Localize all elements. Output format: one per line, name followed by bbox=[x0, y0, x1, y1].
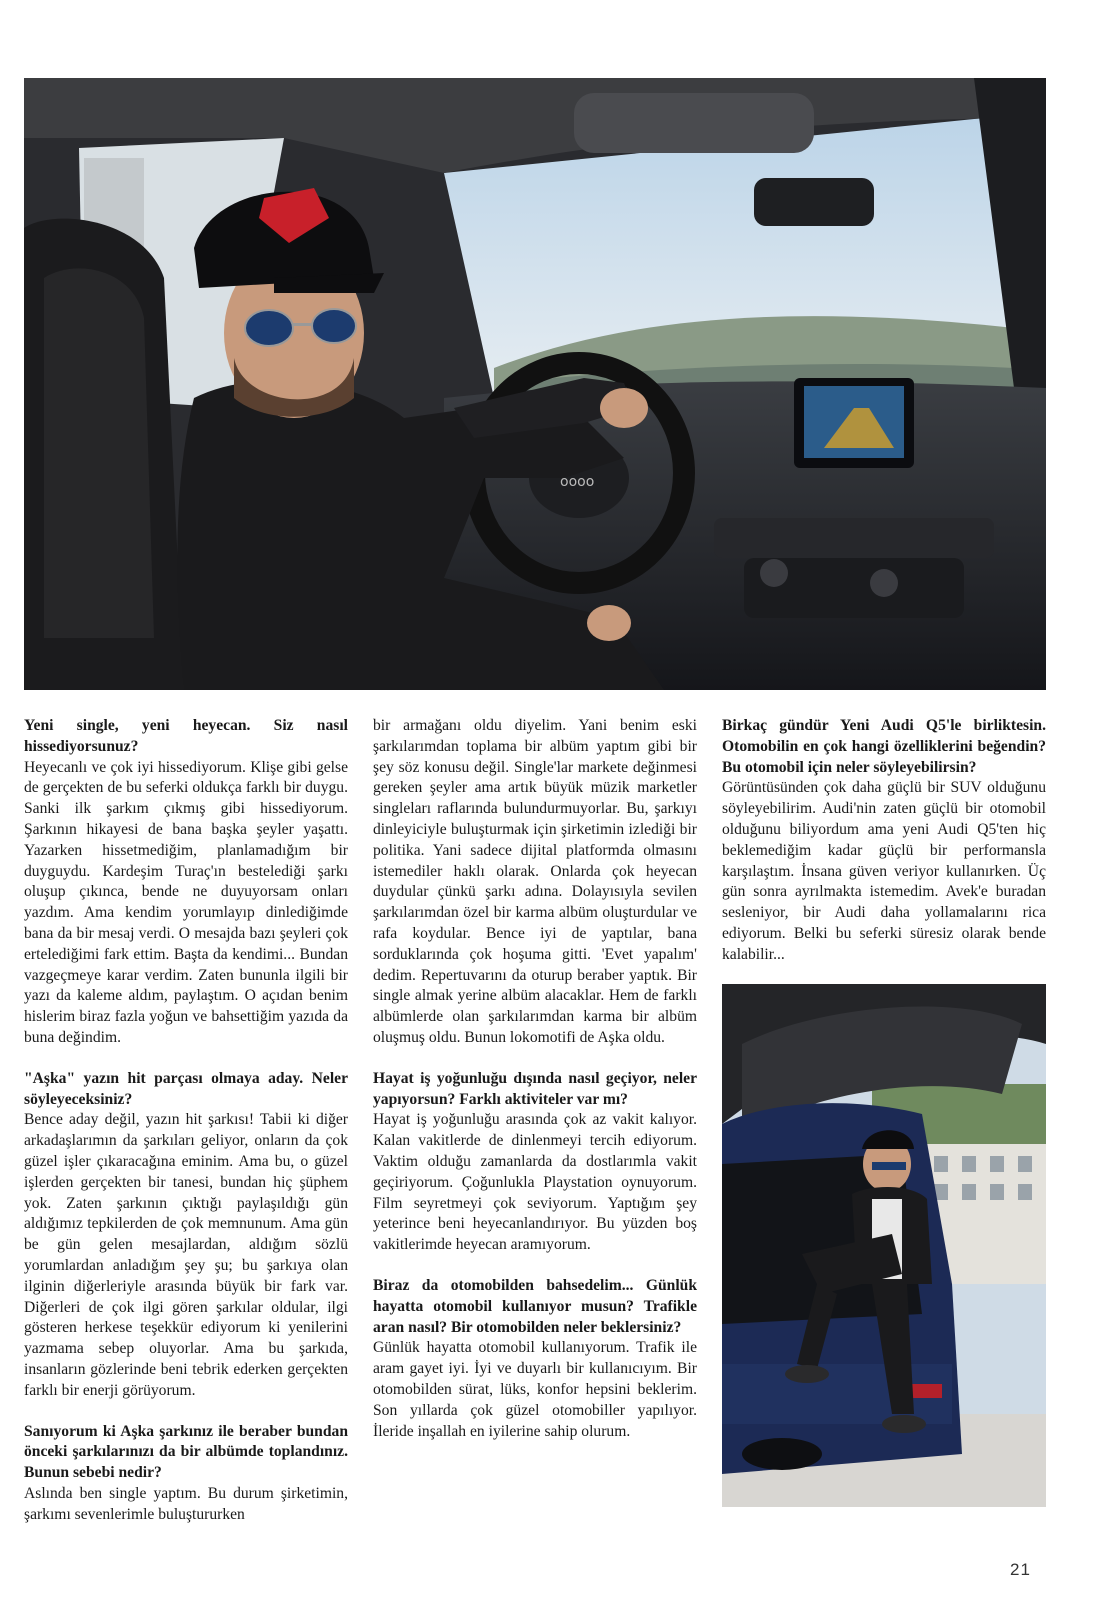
answer: Hayat iş yoğunluğu arasında çok az vakit kalıyor. Kalan vakitlerde de dinlenmeyi tercih ediyorum. Vaktim olduğu zamanlarda da dostlarımla vakit geçiriyorum. Çoğunlukla Playstation oynuyorum. Film seyretmeyi çok seviyorum. Yaptığım şey yeterince beni heyecanlandırıyor. Bu yüzden boş vakitlerimde heyecan aramıyorum. bbox=[373, 1111, 697, 1254]
qa-block bbox=[24, 1422, 348, 1526]
question: Birkaç gündür Yeni Audi Q5'le birliktesin. Otomobilin en çok hangi özelliklerini beğendin? Bu otomobil için neler söyleyebilirsin? bbox=[722, 717, 1046, 776]
man-sitting-in-car-trunk-photo-icon bbox=[722, 984, 1046, 1507]
answer: Aslında ben single yaptım. Bu durum şirketimin, şarkımı sevenlerimle buluştururken bbox=[24, 1484, 348, 1523]
answer: Bence aday değil, yazın hit şarkısı! Tabii ki diğer arkadaşlarımın da şarkıları geliyor, onların da çok güzel işler çıkaracağına eminim. Ama bu, o güzel işlerden gerçekten bir tanesi, bundan hiç şüphem yok. Zaten şarkının çıktığı paylaşıldığı gün aldığımız tepkilerden de çok memnunum. Ama gün be gün gelen mesajlardan, aldığım sözlü yorumlardan anladığım şey şu; bu şarkıya olan ilginin diğerleriyle arasında büyük bir fark var. Diğerleri de çok ilgi gören şarkılar oldular, ilgi gösteren herkese teşekkür ediyorum ki yenilerini yazmama sebep oluyorlar. Ama bu şarkıda, insanların gözlerinde beni tebrik ederken gerçekten farklı bir enerji görüyorum. bbox=[24, 1111, 348, 1399]
page-number: 21 bbox=[1010, 1560, 1031, 1579]
question: Yeni single, yeni heyecan. Siz nasıl hissediyorsunuz? bbox=[24, 717, 348, 755]
qa-block bbox=[24, 716, 348, 1049]
inset-photo bbox=[722, 984, 1046, 1507]
text-column-2 bbox=[373, 716, 697, 1462]
answer: bir armağanı oldu diyelim. Yani benim eski şarkılarımdan toplama bir albüm yaptım gibi bir şey söz konusu değil. Single'lar markete değinmesi gereken şeyler ama artık büyük müzik marketler singleları raflarında bulundurmuyorlar. Bu, şarkıyı dinleyiciyle buluşturmak için şirketimin izlediği bir politika. Yani sadece dijital platformda olmasını istemediler haklı olarak. Onlarda çok heyecan duydular çünkü şarkı adına. Dolayısıyla sevilen şarkılarımdan özel bir karma albüm oluşturdular ve rafa koydular. Bence iyi de yaptılar, bana sorduklarında çok hoşuma gitti. 'Evet yapalım' dedim. Repertuvarını da oturup beraber yaptık. Bir single almak yerine albüm alacaklar. Hem de farklı albümlerde olan şarkılarımdan karma bir albüm oluşmuş oldu. Bunun lokomotifi de Aşka oldu. bbox=[373, 717, 697, 1046]
qa-block bbox=[373, 1069, 697, 1256]
question: Hayat iş yoğunluğu dışında nasıl geçiyor, neler yapıyorsun? Farklı aktiviteler var mı? bbox=[373, 1069, 697, 1108]
man-driving-car-photo-icon bbox=[24, 78, 1046, 690]
question: Sanıyorum ki Aşka şarkınız ile beraber bundan önceki şarkılarınızı da bir albümde toplandınız. Bunun sebebi nedir? bbox=[24, 1422, 348, 1482]
svg-text:oooo: oooo bbox=[560, 474, 595, 490]
answer: Heyecanlı ve çok iyi hissediyorum. Klişe gibi gelse de gerçekten de bu seferki oldukça farklı bir duygu. Sanki ilk şarkım çıkmış gibi hissediyorum. Şarkının hikayesi de bana başka şeyler yaşattı. Yazarken hissetmediğim, planlamadığım bir duyguydu. Kardeşim Turaç'ın bestelediği şarkı oluşup çıkınca, bende ne duyuyorsam onları yazdım. Ama kendim yorumlayıp dinlediğimde bana da bir mesaj verdi. O mesajda bazı şeyleri çok ertelediğimi fark ettim. Başta da kendimi... Bundan vazgeçmeye karar verdim. Zaten bununla ilgili bir yazı da kaleme aldım, paylaştım. O açıdan benim hislerim biraz fazla yoğun ve bahsettiğim yazıda da buna değindim. bbox=[24, 758, 348, 1046]
question: Biraz da otomobilden bahsedelim... Günlük hayatta otomobil kullanıyor musun? Trafikle aran nasıl? Bir otomobilden neler beklersiniz? bbox=[373, 1276, 697, 1336]
text-column-3 bbox=[722, 716, 1046, 986]
qa-block bbox=[373, 716, 697, 1049]
question: "Aşka" yazın hit parçası olmaya aday. Neler söyleyeceksiniz? bbox=[24, 1069, 348, 1108]
qa-block bbox=[373, 1276, 697, 1442]
qa-block bbox=[722, 716, 1046, 966]
hero-photo bbox=[24, 78, 1046, 690]
text-column-1 bbox=[24, 716, 348, 1545]
answer: Görüntüsünden çok daha güçlü bir SUV olduğunu söyleyebilirim. Audi'nin zaten güçlü bir otomobil olduğunu biliyordum ama yeni Audi Q5'ten hiç beklemediğim kadar güçlü bir performansla karşılaştım. İnsana güven veriyor kullanırken. Üç gün sonra ayrılmakta istemedim. Avek'e buradan sesleniyor, bir Audi daha yollamalarını rica ediyorum. Belki bu seferki süresiz olarak bende kalabilir... bbox=[722, 779, 1046, 963]
answer: Günlük hayatta otomobil kullanıyorum. Trafik ile aram gayet iyi. İyi ve duyarlı bir kullanıcıyım. Bir otomobilden sürat, lüks, konfor hepsini beklerim. Son yıllarda çok güzel otomobiller yapılıyor. İleride inşallah en iyilerine sahip olurum. bbox=[373, 1339, 697, 1440]
qa-block bbox=[24, 1069, 348, 1402]
